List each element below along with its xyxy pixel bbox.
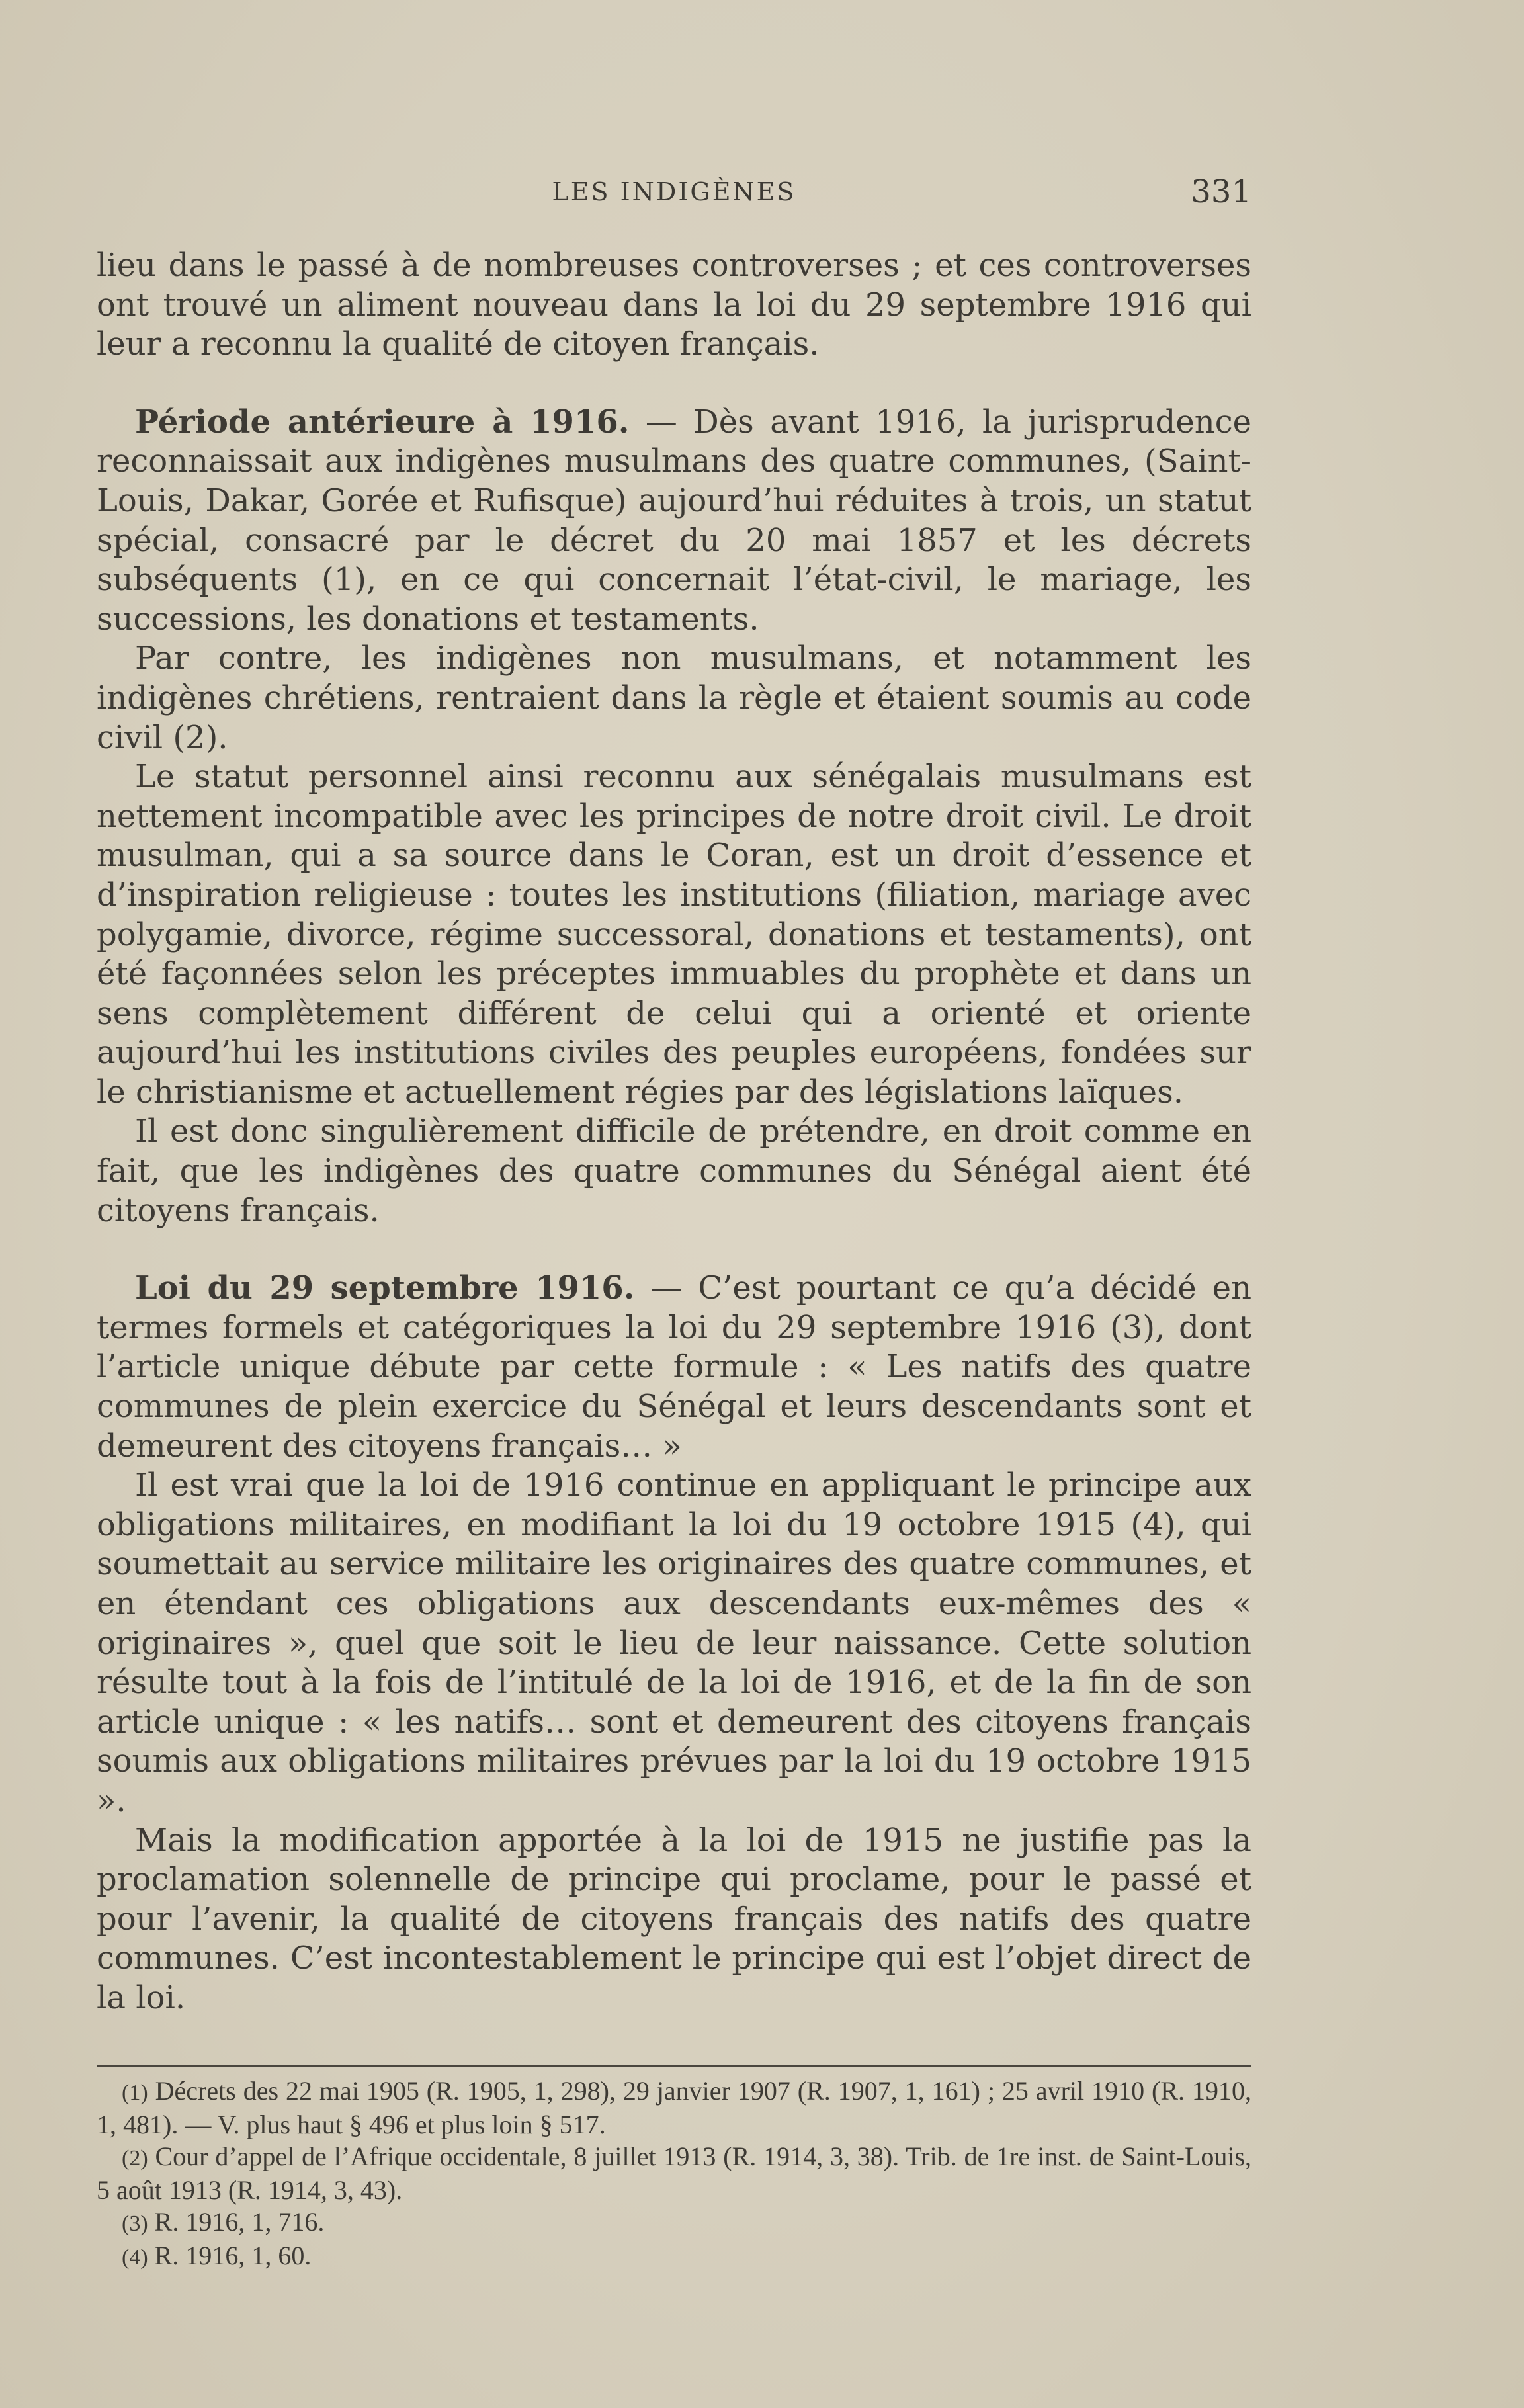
footnotes xyxy=(97,2065,1251,2274)
paragraph: Par contre, les indigènes non musulmans, et notamment les indigènes chrétiens, rentraient dans la règle et étaient soumis au code civil (2). xyxy=(97,640,1251,756)
paragraph: Le statut personnel ainsi reconnu aux sénégalais musulmans est nettement incompatible avec les principes de notre droit civil. Le droit musulman, qui a sa source dans le Coran, est un droit d’essence et d’inspiration religieuse : toutes les institutions (filiation, mariage avec polygamie, divorce, régime successoral, donations et testaments), ont été façonnées selon les préceptes immuables du prophète et dans un sens complètement différent de celui qui a orienté et oriente aujourd’hui les institutions civiles des peuples européens, fondées sur le christianisme et actuellement régies par des législations laïques. xyxy=(97,758,1251,1111)
paragraph-text: — Dès avant 1916, la jurisprudence reconnaissait aux indigènes musulmans des quatre communes, (Saint-Louis, Dakar, Gorée et Rufisque) aujourd’hui réduites à trois, un statut spécial, consacré par le décret du 20 mai 1857 et les décrets subséquents (1), en ce qui concernait l’état-civil, le mariage, les successions, les donations et testaments. xyxy=(97,403,1251,638)
footnote xyxy=(97,2075,1251,2141)
page-number: 331 xyxy=(1191,173,1251,210)
paragraph: Il est donc singulièrement difficile de prétendre, en droit comme en fait, que les indigènes des quatre communes du Sénégal aient été citoyens français. xyxy=(97,1113,1251,1229)
paragraph xyxy=(97,403,1251,640)
footnote xyxy=(97,2206,1251,2240)
footnote-text: R. 1916, 1, 60. xyxy=(148,2241,312,2270)
running-title: LES INDIGÈNES xyxy=(552,177,796,206)
footnote-text: R. 1916, 1, 716. xyxy=(148,2207,325,2237)
footnote-text: Décrets des 22 mai 1905 (R. 1905, 1, 298), 29 janvier 1907 (R. 1907, 1, 161) ; 25 avril 1910 (R. 1910, 1, 481). — V. plus haut § 496 et plus loin § 517. xyxy=(97,2076,1251,2139)
footnote xyxy=(97,2240,1251,2274)
paragraph: Il est vrai que la loi de 1916 continue en appliquant le principe aux obligations militaires, en modifiant la loi du 19 octobre 1915 (4), qui soumettait au service militaire les originaires des quatre communes, et en étendant ces obligations aux descendants eux-mêmes des « originaires », quel que soit le lieu de leur naissance. Cette solution résulte tout à la fois de l’intitulé de la loi de 1916, et de la fin de son article unique : « les natifs… sont et demeurent des citoyens français soumis aux obligations militaires prévues par la loi du 19 octobre 1915 ». xyxy=(97,1467,1251,1819)
footnote-number: (4) xyxy=(122,2245,148,2270)
section-heading: Période antérieure à 1916. xyxy=(135,403,630,441)
paragraph-continuation: lieu dans le passé à de nombreuses controverses ; et ces controverses ont trouvé un aliment nouveau dans la loi du 29 septembre 1916 qui leur a reconnu la qualité de citoyen français. xyxy=(97,247,1251,363)
section-heading: Loi du 29 septembre 1916. xyxy=(135,1269,635,1307)
footnote-number: (3) xyxy=(122,2212,148,2236)
page-header xyxy=(97,173,1251,213)
footnote xyxy=(97,2141,1251,2206)
paragraph xyxy=(97,1269,1251,1466)
paragraph: Mais la modification apportée à la loi de 1915 ne justifie pas la proclamation solennelle de principe qui proclame, pour le passé et pour l’avenir, la qualité de citoyens français des natifs des quatre communes. C’est incontestablement le principe qui est l’objet direct de la loi. xyxy=(97,1821,1251,2016)
paragraph-text: — C’est pourtant ce qu’a décidé en termes formels et catégoriques la loi du 29 septembre 1916 (3), dont l’article unique débute par cette formule : « Les natifs des quatre communes de plein exercice du Sénégal et leurs descendants sont et demeurent des citoyens français… » xyxy=(97,1269,1251,1465)
body-text xyxy=(97,246,1251,2018)
footnote-number: (1) xyxy=(122,2081,148,2105)
footnote-text: Cour d’appel de l’Afrique occidentale, 8 juillet 1913 (R. 1914, 3, 38). Trib. de 1re inst. de Saint-Louis, 5 août 1913 (R. 1914, 3, 43). xyxy=(97,2141,1251,2205)
footnote-number: (2) xyxy=(122,2146,148,2171)
